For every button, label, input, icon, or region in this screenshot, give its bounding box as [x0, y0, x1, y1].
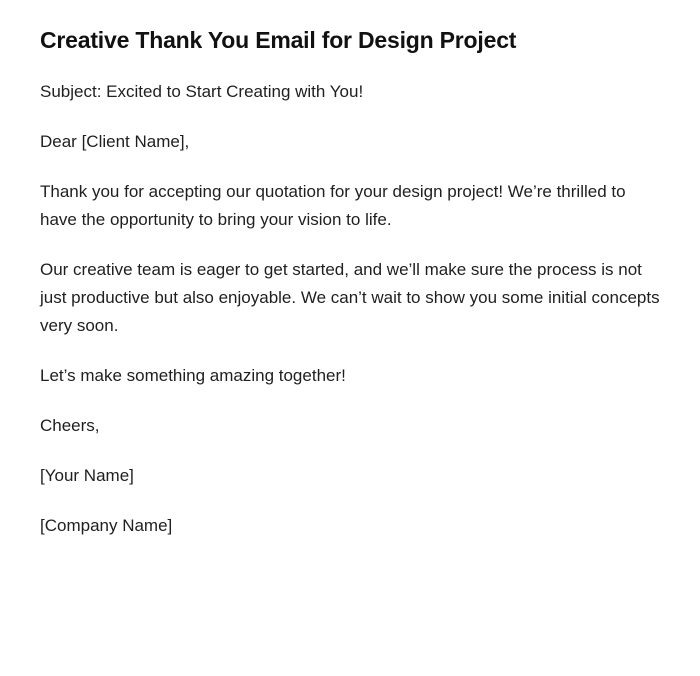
paragraph-subject: Subject: Excited to Start Creating with You!	[40, 81, 364, 101]
document-body	[40, 78, 660, 541]
paragraph-company-name: [Company Name]	[40, 516, 173, 536]
paragraph-process: Our creative team is eager to get started, and we’ll make sure the process is not just productive but also enjoyable. We can’t wait to show you some initial concepts very soon.	[40, 260, 660, 336]
paragraph-closing-line: Let’s make something amazing together!	[40, 366, 346, 386]
page-title: Creative Thank You Email for Design Project	[40, 27, 517, 53]
paragraph-thanks: Thank you for accepting our quotation for your design project! We’re thrilled to have the opportunity to bring your vision to life.	[40, 181, 626, 230]
paragraph-salutation: Dear [Client Name],	[40, 131, 190, 151]
paragraph-sender-name: [Your Name]	[40, 466, 134, 486]
paragraph-signoff: Cheers,	[40, 416, 100, 436]
